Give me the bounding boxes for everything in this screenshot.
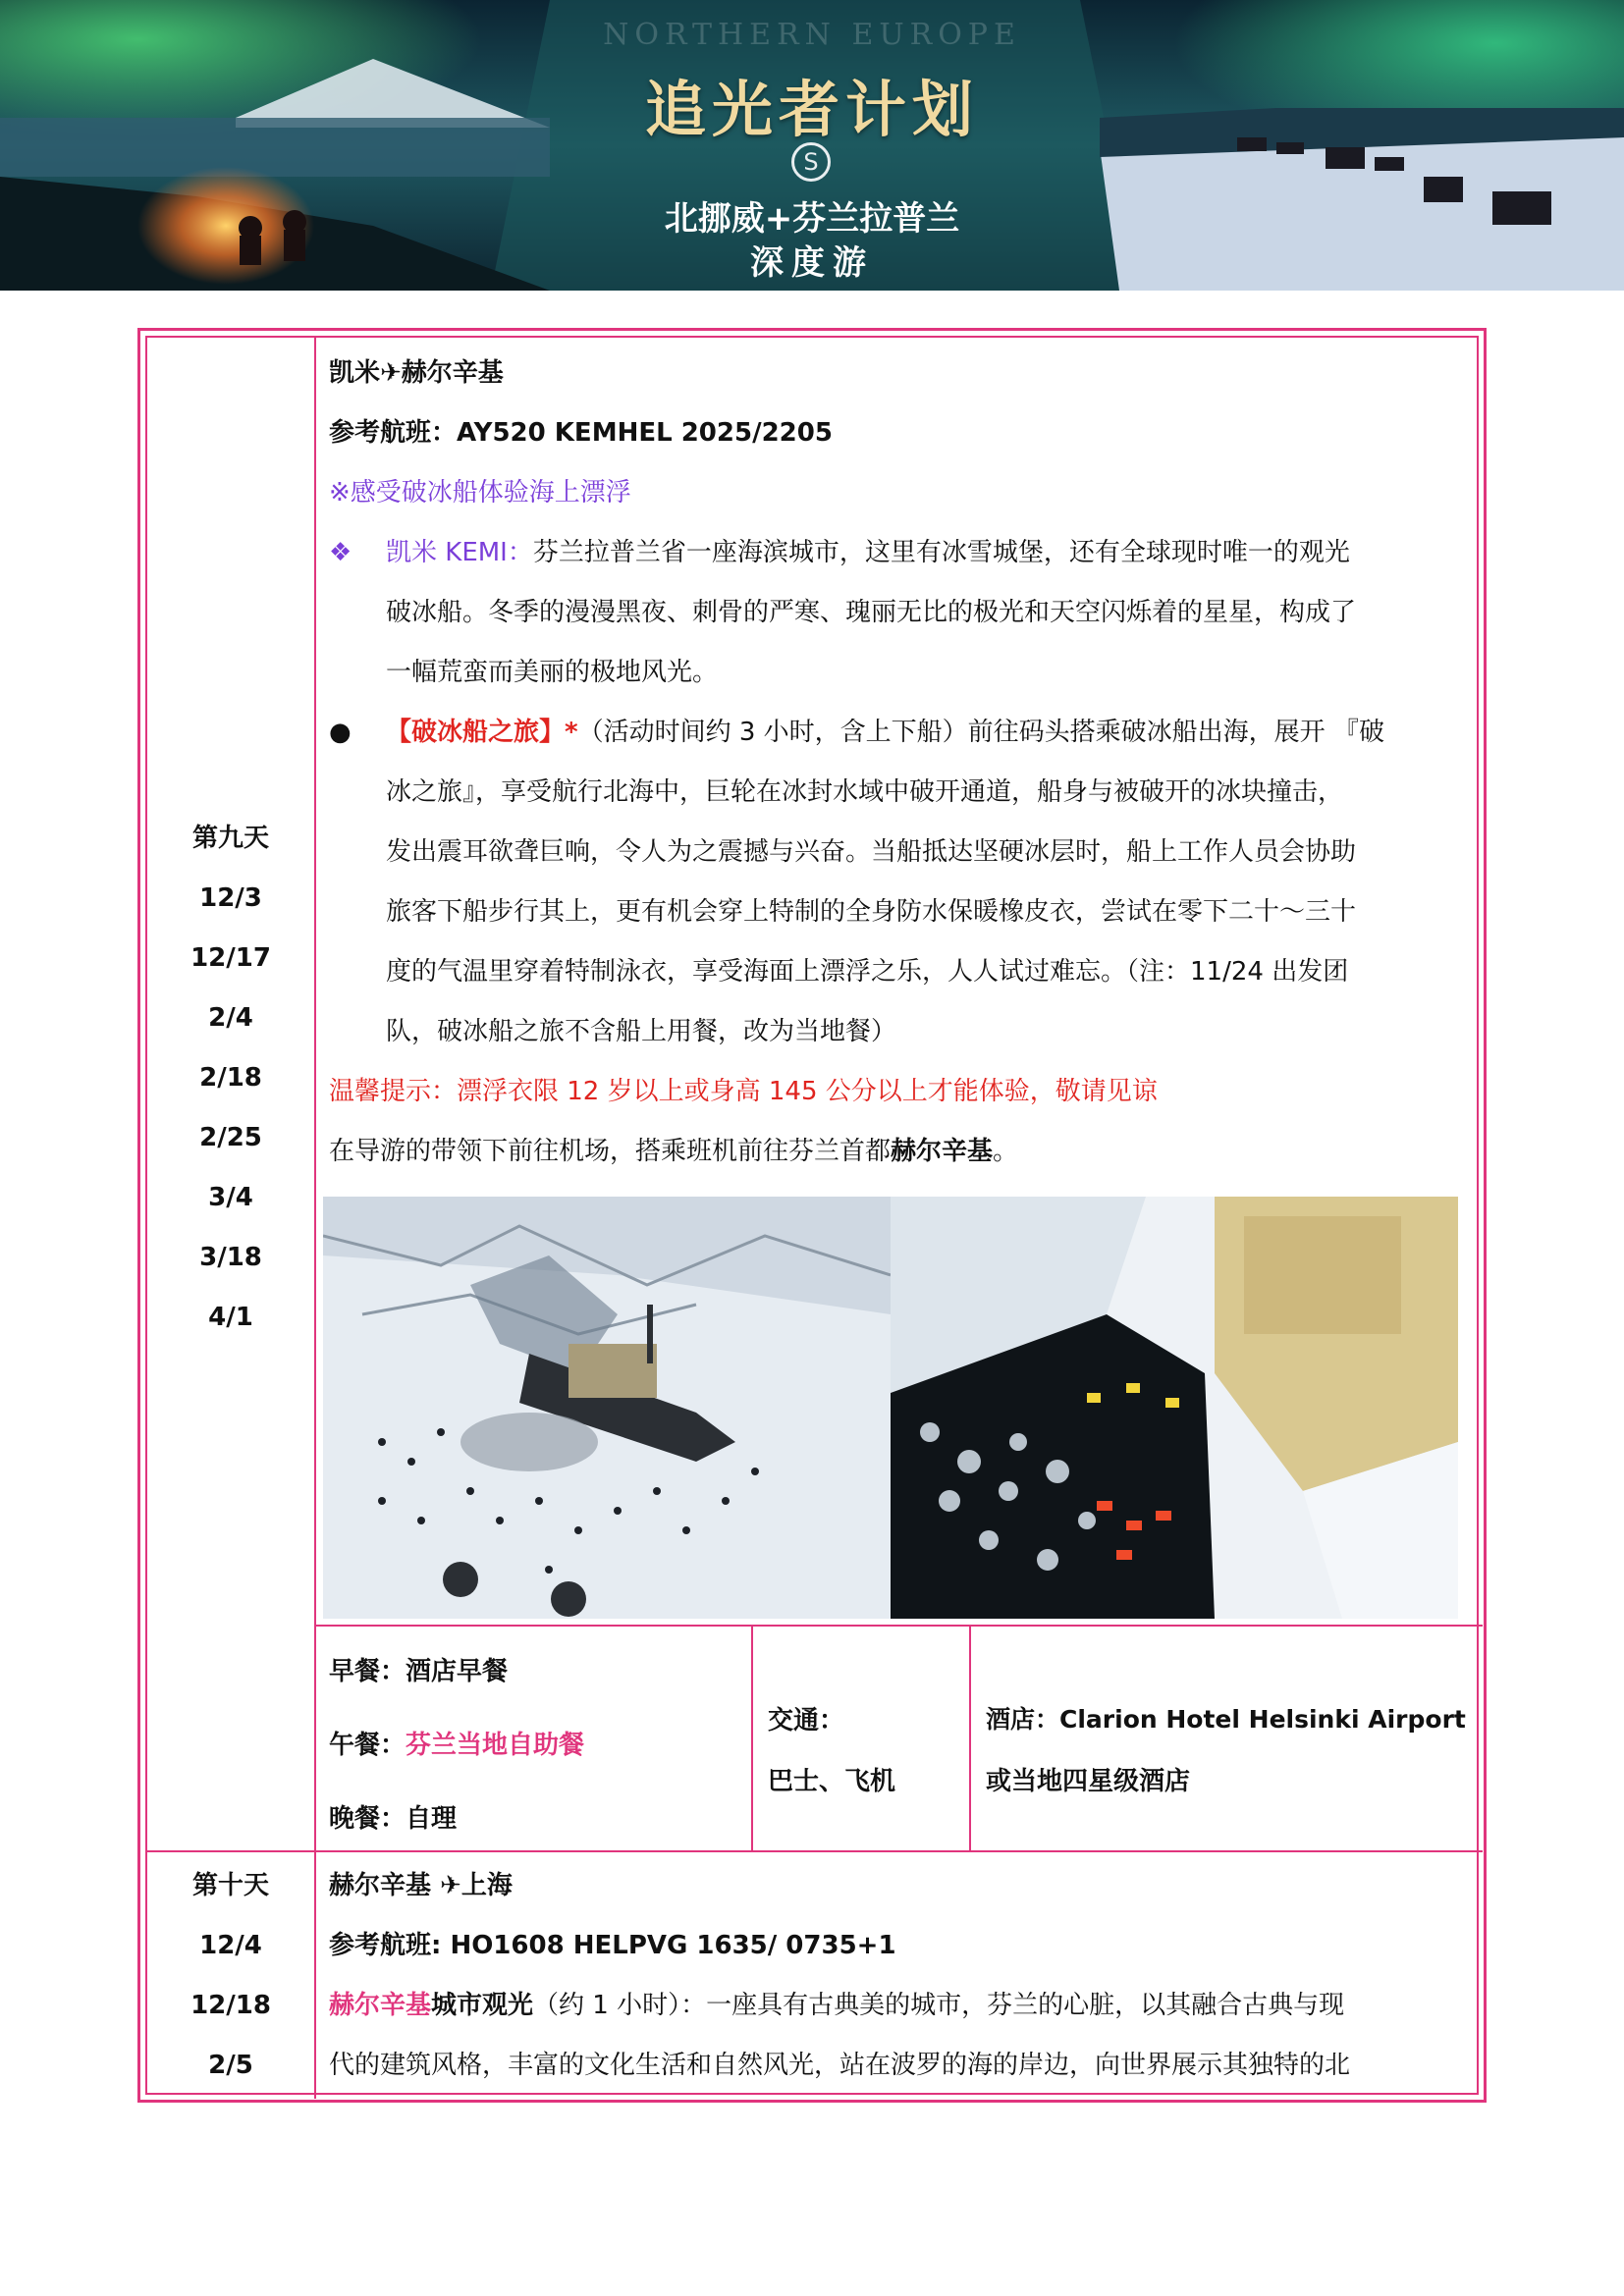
transfer-text: 在导游的带领下前往机场，搭乘班机前往芬兰首都 — [329, 1137, 892, 1166]
dinner-line — [329, 1798, 457, 1835]
lunch-line — [329, 1725, 584, 1761]
transfer-city: 赫尔辛基 — [891, 1137, 994, 1166]
kemi-text: 一幅荒蛮而美丽的极地风光。 — [386, 658, 719, 687]
breakfast-label: 早餐： — [329, 1657, 406, 1686]
hotel-divider — [969, 1625, 971, 1850]
lunch-value: 芬兰当地自助餐 — [406, 1731, 585, 1760]
day9-date: 2/18 — [199, 1063, 262, 1093]
day9-date: 2/25 — [199, 1123, 262, 1152]
transport-divider — [751, 1625, 753, 1850]
day9-flight: 参考航班：AY520 KEMHEL 2025/2205 — [329, 418, 833, 448]
itinerary-inner-border — [145, 336, 1479, 2095]
ice-floating-photo — [891, 1197, 1458, 1619]
day9-label-column — [147, 809, 314, 1348]
icebreaker-aerial-photo — [323, 1197, 891, 1619]
banner-subtitle-2: 深度游 — [750, 243, 874, 283]
day10-route: 赫尔辛基 ✈上海 — [329, 1871, 513, 1900]
header-banner — [0, 0, 1624, 291]
day10-content — [329, 1856, 1468, 2096]
tour-city: 赫尔辛基 — [329, 1991, 432, 2020]
day10-label-column — [147, 1856, 314, 2096]
day10-date: 12/18 — [190, 1991, 271, 2020]
tour-text: 代的建筑风格，丰富的文化生活和自然风光，站在波罗的海的岸边，向世界展示其独特的北 — [329, 2051, 1351, 2080]
banner-title: 追光者计划 — [644, 74, 979, 145]
day10-flight: 参考航班: HO1608 HELPVG 1635/ 0735+1 — [329, 1931, 896, 1960]
dot-bullet-icon: ● — [329, 718, 352, 747]
dinner-value: 自理 — [406, 1804, 458, 1834]
lunch-label: 午餐： — [329, 1731, 406, 1760]
day10-date: 12/4 — [199, 1931, 262, 1960]
itinerary-table — [137, 328, 1487, 2103]
kemi-section — [329, 523, 1468, 703]
icebreaker-text: （活动时间约 3 小时，含上下船）前往码头搭乘破冰船出海，展开 『破 — [577, 718, 1384, 747]
hotel-alt: 或当地四星级酒店 — [986, 1767, 1191, 1796]
hotel-line — [986, 1700, 1466, 1735]
breakfast-value: 酒店早餐 — [406, 1657, 509, 1686]
dinner-label: 晚餐： — [329, 1804, 406, 1834]
banner-subtitle-1: 北挪威+芬兰拉普兰 — [664, 199, 960, 239]
day-divider — [147, 1850, 1483, 1852]
icebreaker-text: 队，破冰船之旅不含船上用餐，改为当地餐） — [386, 1017, 897, 1046]
day9-date: 3/4 — [208, 1183, 253, 1212]
icebreaker-text: 旅客下船步行其上，更有机会穿上特制的全身防水保暖橡皮衣，尝试在零下二十～三十 — [386, 897, 1357, 927]
transport-value: 巴士、飞机 — [768, 1767, 896, 1796]
icebreaker-section — [329, 703, 1468, 1062]
meals-row-divider — [314, 1625, 1483, 1627]
hotel-label: 酒店： — [986, 1705, 1060, 1734]
day9-route: 凯米✈赫尔辛基 — [329, 358, 504, 388]
kemi-label: 凯米 KEMI： — [386, 538, 533, 567]
day10-label: 第十天 — [191, 1871, 269, 1900]
kemi-text: 破冰船。冬季的漫漫黑夜、刺骨的严寒、瑰丽无比的极光和天空闪烁着的星星，构成了 — [386, 598, 1357, 627]
day9-date: 4/1 — [208, 1303, 253, 1332]
icebreaker-text: 度的气温里穿着特制泳衣，享受海面上漂浮之乐，人人试过难忘。（注：11/24 出发团 — [386, 957, 1349, 987]
icebreaker-text: 发出震耳欲聋巨响，令人为之震撼与兴奋。当船抵达坚硬冰层时，船上工作人员会协助 — [386, 837, 1357, 867]
transfer-text: 。 — [993, 1137, 1019, 1166]
icebreaker-label: 【破冰船之旅】* — [386, 718, 578, 747]
day9-tip: 温馨提示：漂浮衣限 12 岁以上或身高 145 公分以上才能体验，敬请见谅 — [329, 1077, 1158, 1106]
banner-subtitle-en: NORTHERN EUROPE — [603, 18, 1021, 52]
tour-label: 城市观光 — [431, 1991, 534, 2020]
day10-date: 2/5 — [208, 2051, 253, 2080]
day9-content — [329, 344, 1468, 1182]
s-logo-icon: S — [791, 142, 831, 182]
day9-date: 12/17 — [190, 943, 271, 973]
icebreaker-text: 冰之旅』，享受航行北海中，巨轮在冰封水域中破开通道，船身与被破开的冰块撞击， — [386, 777, 1344, 807]
diamond-bullet-icon: ❖ — [329, 538, 352, 567]
day9-date: 3/18 — [199, 1243, 262, 1272]
kemi-text: 芬兰拉普兰省一座海滨城市，这里有冰雪城堡，还有全球现时唯一的观光 — [532, 538, 1350, 567]
day9-highlight: ※感受破冰船体验海上漂浮 — [329, 478, 631, 507]
day9-label: 第九天 — [191, 824, 269, 853]
breakfast-line — [329, 1651, 508, 1687]
tour-text: （约 1 小时）：一座具有古典美的城市，芬兰的心脏，以其融合古典与现 — [533, 1991, 1345, 2020]
day9-date: 2/4 — [208, 1003, 253, 1033]
transport-label: 交通： — [768, 1706, 845, 1735]
day9-date: 12/3 — [199, 883, 262, 913]
hotel-name: Clarion Hotel Helsinki Airport — [1059, 1705, 1466, 1734]
day-column-divider — [314, 338, 316, 2099]
